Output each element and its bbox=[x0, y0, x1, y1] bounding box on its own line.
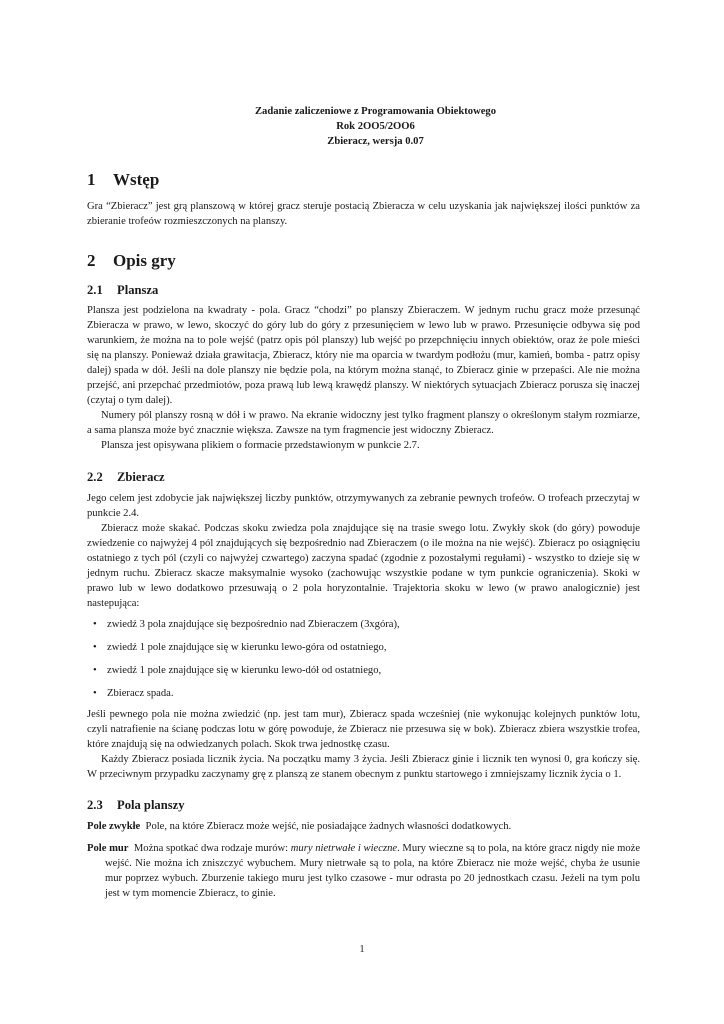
paragraph-plansza-2: Numery pól planszy rosną w dół i w prawo. Na ekranie widoczny jest tylko fragment planszy o określonym stałym rozmiarze, a sama plansza może być znacznie większa. Zawsze na tym fragmencie jest widoczny Zbieracz. bbox=[87, 410, 640, 436]
subsection-title: Pola planszy bbox=[117, 798, 185, 812]
subsection-heading-zbieracz bbox=[87, 470, 640, 485]
definition-text: Można spotkać dwa rodzaje murów: bbox=[133, 843, 291, 854]
definition-pole-mur bbox=[87, 841, 640, 901]
definition-text-cont: . Mury wieczne są to pola, na które gracz nigdy nie może wejść. Nie można ich zniszczyć wybuchem. Mury nietrwałe są to pola, na które Zbieracz nie może wejść, chyba że usunie mur poprzez wybuch. Zburzenie takiego muru jest tylko czasowe - mur odrasta po 20 jednostkach czasu. Jeżeli na tym polu jest w tym momencie Zbieracz, to ginie. bbox=[105, 843, 641, 899]
subsection-number: 2.3 bbox=[87, 798, 103, 812]
bullet-icon: • bbox=[93, 688, 97, 699]
paragraph-plansza-3: Plansza jest opisywana plikiem o formacie przedstawionym w punkcie 2.7. bbox=[101, 440, 420, 451]
definition-term: Pole mur bbox=[87, 843, 129, 854]
section-title: Wstęp bbox=[113, 170, 160, 189]
bullet-icon: • bbox=[93, 619, 97, 630]
paragraph-zbieracz-1: Jego celem jest zdobycie jak największej liczby punktów, otrzymywanych za zebranie pewnych trofeów. O trofeach przeczytaj w punkcie 2.4. bbox=[87, 493, 640, 519]
jump-trajectory-list bbox=[87, 617, 640, 701]
section-heading-opis-gry bbox=[87, 251, 640, 271]
list-item: • Zbieracz spada. bbox=[93, 688, 174, 699]
section-heading-wstep bbox=[87, 170, 640, 190]
definition-term: Pole zwykłe bbox=[87, 821, 141, 832]
definition-pole-zwykle bbox=[87, 819, 640, 834]
paragraph-zbieracz-2: Zbieracz może skakać. Podczas skoku zwiedza pola znajdujące się na trasie swego lotu. Zwykły skok (do góry) powoduje zwiedzenie co najwyżej 4 pól znajdujących się bezpośrednio nad Zbieraczem (o ile można na nie wejść). Zbieracz po osiągnięciu ostatniego z tych pól (czyli co najwyżej czwartego) zaczyna spadać (zgodnie z pozostałymi regułami) - wszystko to dzieje się w jednym ruchu. Zbieracz skacze maksymalnie wysoko (zachowując wszystkie podane w tym punkcie ograniczenia). Skoki w prawo lub w lewo dodatkowo przesuwają o 2 pola horyzontalnie. Trajektoria skoku w lewo (w prawo analogicznie) jest nastepująca: bbox=[87, 523, 640, 609]
paragraph-plansza-1: Plansza jest podzielona na kwadraty - pola. Gracz “chodzi” po planszy Zbieraczem. W jednym ruchu gracz może przesunąć Zbieracza w prawo, w lewo, skoczyć do góry lub do góry z przesunięciem w lewo lub w prawo. Przesunięcie odbywa się pod warunkiem, że można na to pole wejść (patrz opis pól planszy) lub wejść po przepchnięciu innych obiektów, oraz że pole mieści się na planszy. Ponieważ działa grawitacja, Zbieracz, który nie ma oparcia w twardym podłożu (mur, kamień, bomba - patrz opisy dalej) spada w dół. Jeśli na dole planszy nie będzie pola, na którym można stanąć, to Zbieracz ginie w przepaści. Ale nie można przejść, ani przepchać przedmiotów, poza prawą lub lewą krawędź planszy. W niektórych sytuacjach Zbieracz porusza się inaczej (czytaj o tym dalej). bbox=[87, 305, 640, 406]
definition-emphasis: mury nietrwałe i wieczne bbox=[290, 843, 398, 854]
section-number: 1 bbox=[87, 170, 96, 189]
paragraph-zbieracz-3: Jeśli pewnego pola nie można zwiedzić (np. jest tam mur), Zbieracz spada wcześniej (nie wykonując kolejnych punktów lotu, czyli natrafienie na ścianę podczas lotu w górę powoduje, że Zbieracz nie przesuwa się w bok). Zbieracz zbiera wszystkie trofea, które znajdują się na odwiedzanych polach. Skok trwa jednostkę czasu. bbox=[87, 709, 640, 750]
header-course-line: Zadanie zaliczeniowe z Programowania Obiektowego bbox=[254, 106, 497, 117]
page-number: 1 bbox=[359, 944, 365, 955]
subsection-heading-pola-planszy bbox=[87, 798, 640, 813]
document-header bbox=[111, 104, 640, 149]
subsection-number: 2.1 bbox=[87, 283, 103, 297]
definition-text: Pole, na które Zbieracz może wejść, nie posiadające żadnych własności dodatkowych. bbox=[145, 821, 512, 832]
header-year-line: Rok 2OO5/2OO6 bbox=[336, 121, 415, 132]
list-item: • zwiedź 1 pole znajdujące się w kierunku lewo-góra od ostatniego, bbox=[93, 642, 387, 653]
bullet-icon: • bbox=[93, 665, 97, 676]
section-number: 2 bbox=[87, 251, 96, 270]
paragraph-intro: Gra “Zbieracz” jest grą planszową w której gracz steruje postacią Zbieracza w celu uzyskania jak największej ilości punktów za zbieranie trofeów rozmieszczonych na planszy. bbox=[87, 201, 640, 227]
paragraph-zbieracz-4: Każdy Zbieracz posiada licznik życia. Na początku mamy 3 życia. Jeśli Zbieracz ginie i licznik ten wynosi 0, gra kończy się. W przeciwnym przypadku zaczynamy grę z planszą ze stanem obecnym z punktu startowego i zmniejszamy licznik życia o 1. bbox=[87, 754, 640, 780]
subsection-number: 2.2 bbox=[87, 470, 103, 484]
header-version-line: Zbieracz, wersja 0.07 bbox=[327, 136, 424, 147]
subsection-heading-plansza bbox=[87, 283, 640, 298]
document-page bbox=[87, 104, 640, 901]
bullet-icon: • bbox=[93, 642, 97, 653]
subsection-title: Zbieracz bbox=[117, 470, 165, 484]
subsection-title: Plansza bbox=[117, 283, 159, 297]
list-item: • zwiedź 3 pola znajdujące się bezpośrednio nad Zbieraczem (3xgóra), bbox=[93, 619, 400, 630]
list-item: • zwiedź 1 pole znajdujące się w kierunku lewo-dół od ostatniego, bbox=[93, 665, 382, 676]
section-title: Opis gry bbox=[113, 251, 176, 270]
